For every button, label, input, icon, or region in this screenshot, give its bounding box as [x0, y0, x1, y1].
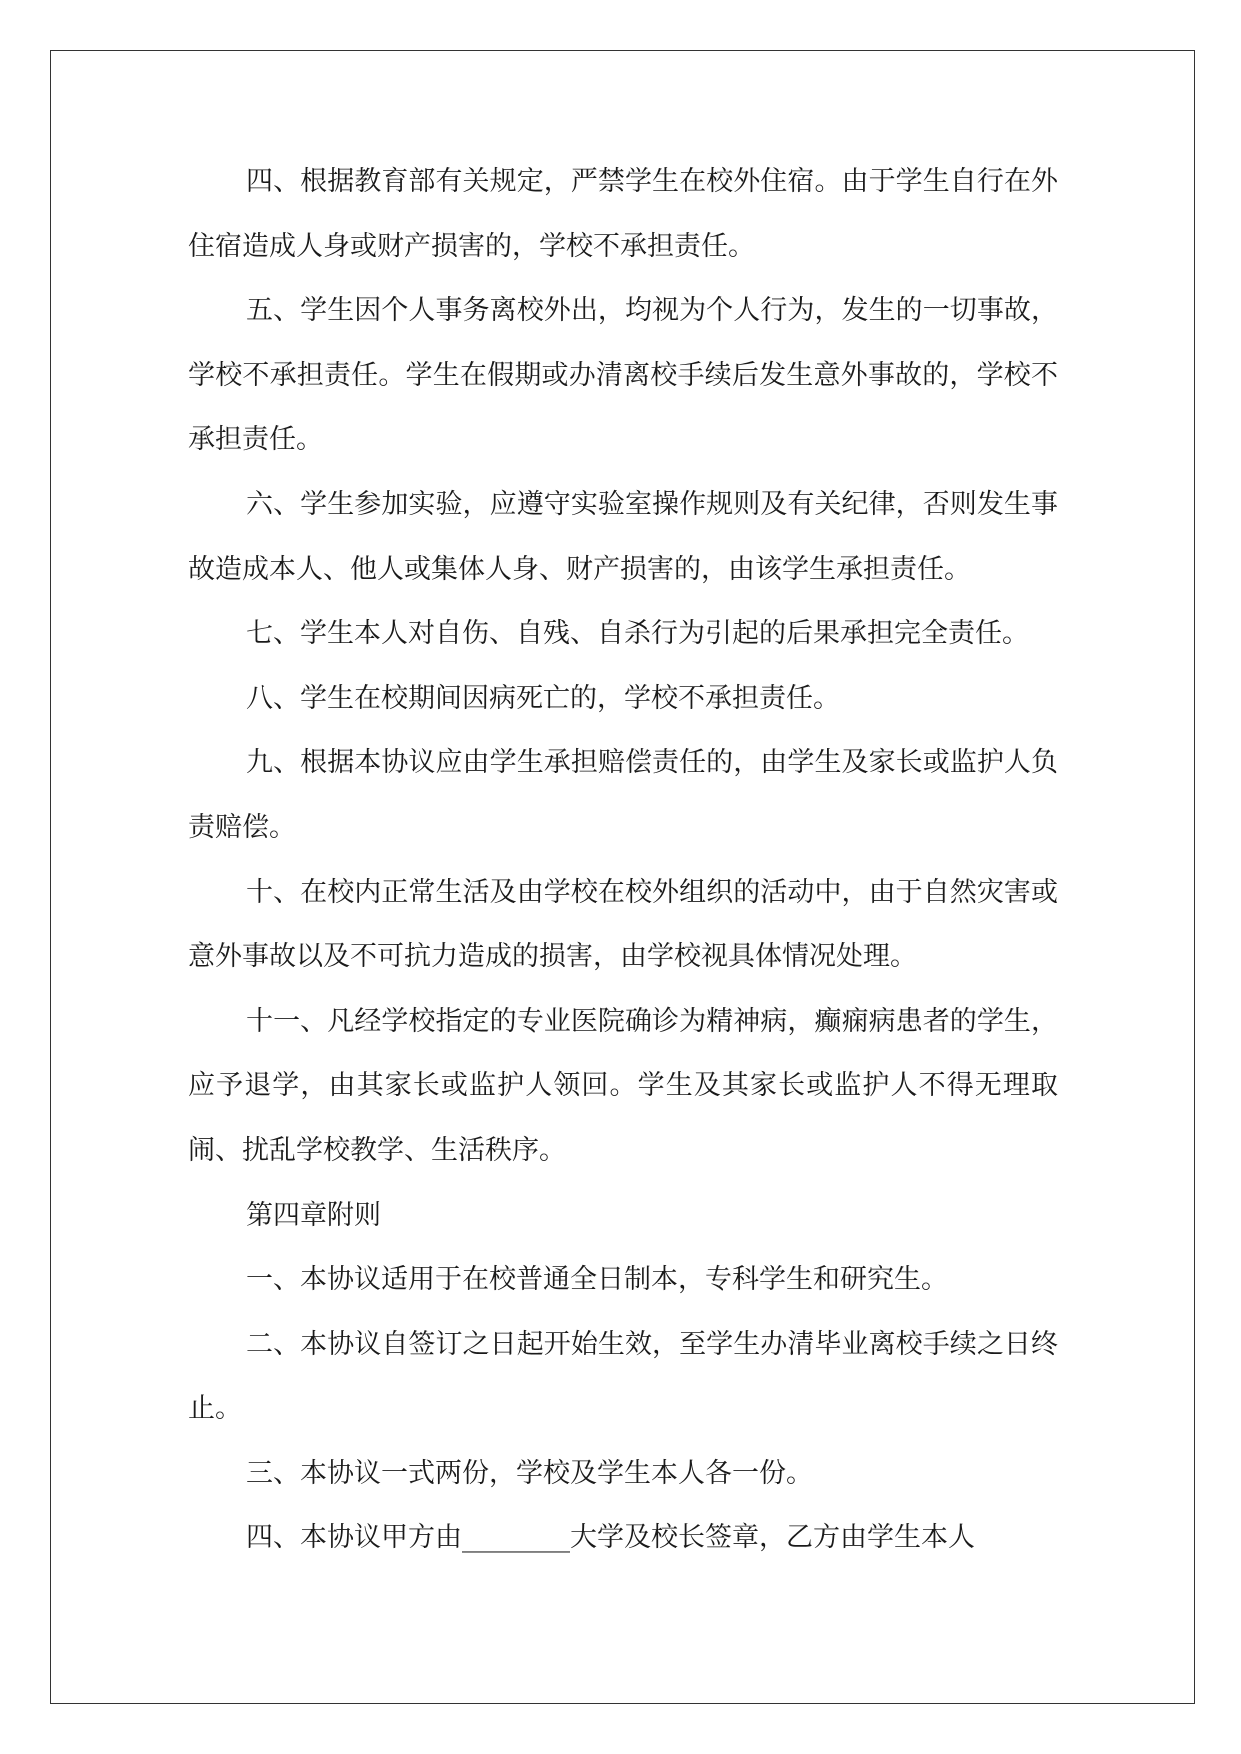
appendix-clause-1: 一、本协议适用于在校普通全日制本，专科学生和研究生。 [246, 1264, 948, 1296]
appendix-clause-3: 三、本协议一式两份，学校及学生本人各一份。 [246, 1457, 813, 1489]
clause-9: 九、根据本协议应由学生承担赔偿责任的，由学生及家长或监护人负责赔偿。 [188, 747, 1058, 843]
clause-10: 十、在校内正常生活及由学校在校外组织的活动中，由于自然灾害或意外事故以及不可抗力造成的损害，由学校视具体情况处理。 [188, 876, 1058, 973]
clause-5: 五、学生因个人事务离校外出，均视为个人行为，发生的一切事故，学校不承担责任。学生在假期或办清离校手续后发生意外事故的，学校不承担责任。 [188, 295, 1058, 456]
document-body [188, 150, 1058, 1571]
chapter-heading: 第四章附则 [246, 1199, 381, 1231]
clause-11: 十一、凡经学校指定的专业医院确诊为精神病，癫痫病患者的学生，应予退学，由其家长或监护人领回。学生及其家长或监护人不得无理取闹、扰乱学校教学、生活秩序。 [188, 1005, 1058, 1166]
clause-7: 七、学生本人对自伤、自残、自杀行为引起的后果承担完全责任。 [246, 618, 1029, 650]
clause-8: 八、学生在校期间因病死亡的，学校不承担责任。 [246, 682, 840, 714]
clause-6: 六、学生参加实验，应遵守实验室操作规则及有关纪律，否则发生事故造成本人、他人或集体人身、财产损害的，由该学生承担责任。 [188, 488, 1058, 585]
appendix-clause-2: 二、本协议自签订之日起开始生效，至学生办清毕业离校手续之日终止。 [188, 1328, 1058, 1425]
clause-4: 四、根据教育部有关规定，严禁学生在校外住宿。由于学生自行在外住宿造成人身或财产损害的，学校不承担责任。 [188, 166, 1058, 262]
appendix-clause-4: 四、本协议甲方由________大学及校长签章，乙方由学生本人 [246, 1522, 975, 1554]
